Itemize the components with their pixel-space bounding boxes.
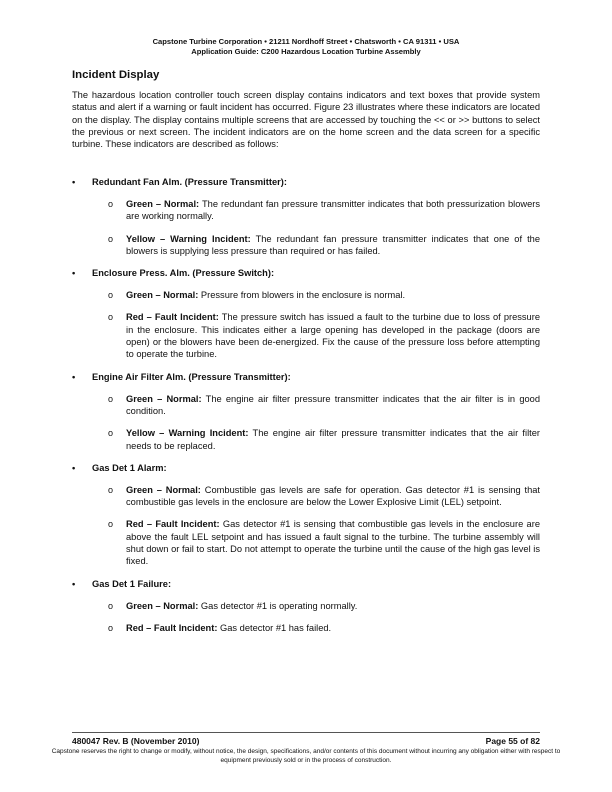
document-revision: 480047 Rev. B (November 2010) [72, 736, 200, 746]
indicator-state-item [72, 484, 540, 509]
circle-bullet-icon: o [108, 484, 114, 495]
state-text: The engine air filter pressure transmitter indicates that the air filter needs to be replaced. [126, 428, 540, 451]
state-text: Pressure from blowers in the enclosure is normal. [198, 290, 406, 301]
state-label: Red – Fault Incident: [126, 519, 220, 530]
indicator-section [72, 176, 540, 257]
indicator-state-item [72, 600, 540, 612]
state-label: Yellow – Warning Incident: [126, 233, 251, 244]
bullet-icon: • [72, 371, 76, 382]
bullet-icon: • [72, 462, 76, 473]
state-label: Green – Normal: [126, 290, 199, 301]
state-text: The engine air filter pressure transmitter indicates that the air filter is in good condition. [126, 393, 540, 416]
circle-bullet-icon: o [108, 600, 114, 611]
indicator-heading: • Gas Det 1 Alarm: [72, 462, 167, 473]
indicator-state-item [72, 393, 540, 418]
indicator-state-item [72, 427, 540, 452]
state-text: Gas detector #1 is operating normally. [198, 600, 358, 611]
state-label: Red – Fault Incident: [126, 622, 218, 633]
circle-bullet-icon: o [108, 312, 114, 323]
circle-bullet-icon: o [108, 428, 114, 439]
page-header [40, 37, 572, 57]
state-text: Combustible gas levels are safe for operation. Gas detector #1 is sensing that combustible gas levels in the enclosure are below the Lower Explosive Limit (LEL) setpoint. [126, 484, 541, 508]
indicator-state-item [72, 233, 540, 258]
intro-paragraph: The hazardous location controller touch screen display contains indicators and text boxes that provide system status and alert if a warning or fault incident has occurred. Figure 23 illustrates where these indicators are located on the display. The display contains multiple screens that are accessed by touching the << or >> buttons to select the previous or next screen. The incident indicators are on the home screen and the data screen for a specific turbine. These indicators are described as follows: [72, 90, 540, 150]
state-label: Green – Normal: [126, 484, 201, 495]
footer-divider [72, 732, 540, 733]
indicator-state-item [72, 198, 540, 223]
circle-bullet-icon: o [108, 233, 114, 244]
indicator-state-item [72, 289, 540, 301]
circle-bullet-icon: o [108, 519, 114, 530]
circle-bullet-icon: o [108, 622, 114, 633]
indicator-heading: • Engine Air Filter Alm. (Pressure Transmitter): [72, 371, 291, 382]
indicator-state-item [72, 311, 540, 360]
indicator-heading: • Gas Det 1 Failure: [72, 578, 172, 589]
header-line-2: Application Guide: C200 Hazardous Location Turbine Assembly [191, 47, 421, 56]
state-label: Yellow – Warning Incident: [126, 428, 249, 439]
bullet-icon: • [72, 578, 76, 589]
circle-bullet-icon: o [108, 199, 114, 209]
indicator-heading: • Enclosure Press. Alm. (Pressure Switch): [72, 268, 275, 279]
bullet-icon: • [72, 268, 76, 279]
indicator-heading: • Redundant Fan Alm. (Pressure Transmitter): [72, 177, 287, 187]
section-title: Incident Display [72, 69, 160, 81]
indicator-state-item [72, 622, 540, 634]
state-label: Green – Normal: [126, 600, 199, 611]
header-line-1: Capstone Turbine Corporation • 21211 Nordhoff Street • Chatsworth • CA 91311 • USA [152, 37, 460, 46]
state-text: The pressure switch has issued a fault to the turbine due to loss of pressure in the enclosure. This indicates either a large opening has developed in the package (doors are open) or the blowers have been de-energized. Fix the cause of the pressure loss before attempting to operate the turbine. [126, 312, 540, 360]
indicator-section [72, 462, 540, 568]
indicator-section [72, 371, 540, 452]
state-text: Gas detector #1 has failed. [217, 622, 332, 633]
state-text: The redundant fan pressure transmitter indicates that one of the blowers is supplying less pressure than required or has failed. [126, 233, 540, 256]
state-label: Green – Normal: [126, 393, 202, 404]
page-number: Page 55 of 82 [485, 736, 540, 746]
indicator-list [72, 176, 540, 644]
indicator-section [72, 578, 540, 635]
state-label: Red – Fault Incident: [126, 312, 219, 323]
indicator-state-item [72, 518, 540, 567]
indicator-section [72, 267, 540, 360]
state-text: The redundant fan pressure transmitter indicates that both pressurization blowers are working normally. [126, 199, 540, 222]
circle-bullet-icon: o [108, 393, 114, 404]
state-text: Gas detector #1 is sensing that combustible gas levels in the enclosure are above the fault LEL setpoint and has issued a fault signal to the turbine. The turbine assembly will shut down or fail to start. Do not attempt to operate the turbine until the cause of the high gas level is fixed. [126, 519, 540, 567]
footer-disclaimer: Capstone reserves the right to change or modify, without notice, the design, specifications, and/or contents of this document without incurring any obligation either with respect to equipment previously sold or in the process of construction. [51, 748, 561, 764]
circle-bullet-icon: o [108, 290, 114, 301]
bullet-icon: • [72, 177, 76, 187]
state-label: Green – Normal: [126, 199, 200, 209]
